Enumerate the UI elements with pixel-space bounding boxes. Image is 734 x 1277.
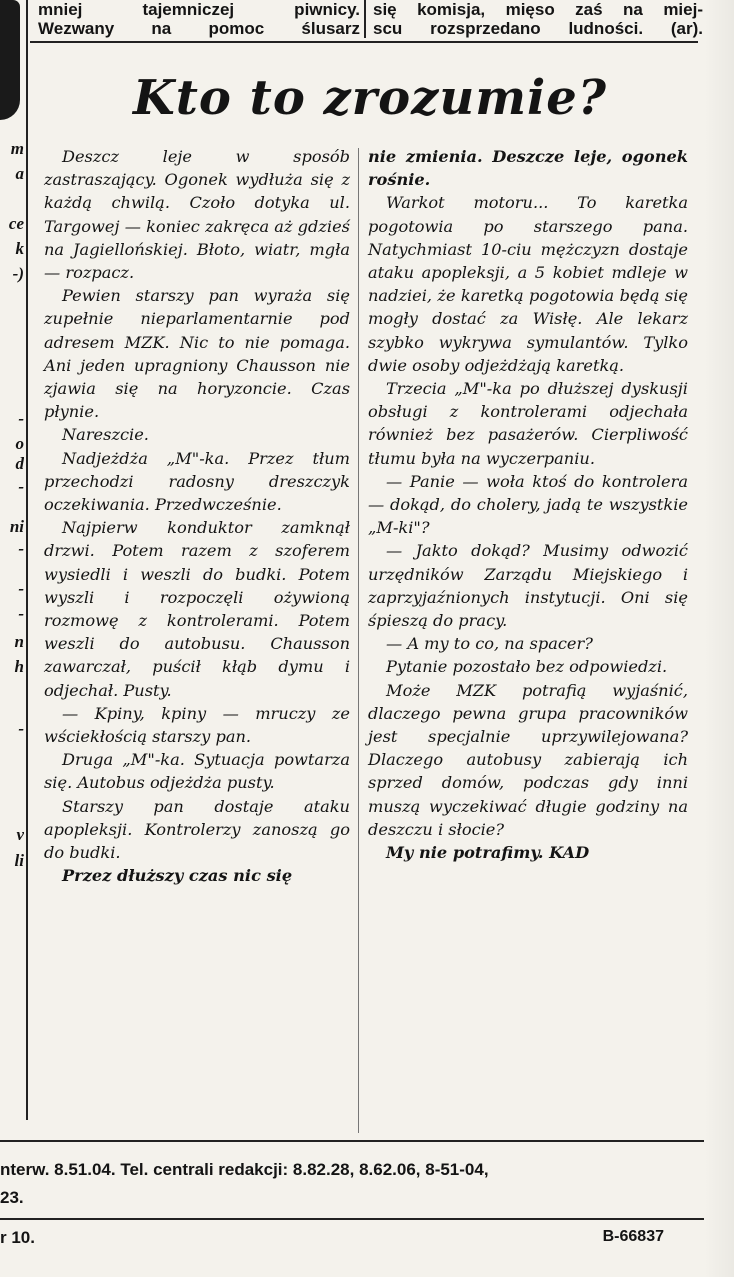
article-paragraph: nie zmienia. Deszcze leje, ogonek rośnie. [368,147,688,190]
continuation-left [38,0,360,38]
column-rule-middle [358,148,359,1133]
continuation-right-line: scu rozsprzedano ludności. (ar). [373,19,703,38]
adjacent-column-fragment: - [18,720,24,738]
adjacent-column-fragment: - [18,580,24,598]
article-paragraph: Może MZK potrafią wyjaśnić, dlaczego pewna grupa pracowników jest specjalnie uprzywilejowana? Dlaczego autobusy zabierają ich sprzed domów, podczas gdy inni muszą wyczekiwać długie godziny na deszczu i słocie? [368,680,688,839]
adjacent-column-fragment: v [16,826,24,844]
adjacent-column-fragment: h [14,658,24,676]
page-edge-shadow [704,0,734,1277]
article-title: Kto to zrozumie? [133,70,607,126]
article-paragraph: Warkot motoru... To karetka pogotowia po starszego pana. Natychmiast 10-ciu mężczyzn dostaje ataku apopleksji, a 5 kobiet mdleje w nadziei, że karetką pogotowia będą się mogły dostać za Wisłę. Ale lekarz szybko wykrywa symulantów. Tylko dwie osoby odjeżdżają karetką. [368,193,688,375]
footer-rule-2 [0,1218,704,1220]
article-paragraph: Przez dłuższy czas nic się [62,866,293,886]
continuation-right-line: się komisja, mięso zaś na miej- [373,0,703,19]
article-column-left [44,145,350,888]
footer-rule [0,1140,704,1142]
adjacent-column-fragment: ni [9,518,24,536]
adjacent-column-fragment: - [18,478,24,496]
adjacent-column-fragment: li [14,852,24,870]
footer-contact-line-2: 23. [0,1188,24,1207]
adjacent-column-fragment: - [18,410,24,428]
adjacent-column-fragment: a [15,165,24,183]
continuation-left-line: mniej tajemniczej piwnicy. [38,0,360,19]
article-paragraph: Najpierw konduktor zamknął drzwi. Potem razem z szoferem wysiedli i weszli do budki. Potem wyszli i rozpoczęli ożywioną rozmowę z kontrolerami. Potem weszli do autobusu. Chausson zawarczał, puścił kłąb dymu i odjechał. Pusty. [44,518,350,700]
article-paragraph: — Jakto dokąd? Musimy odwozić urzędników Zarządu Miejskiego i zaprzyjaźnionych instytucji. Oni się śpieszą do pracy. [368,541,688,631]
adjacent-column-fragment: n [14,633,24,651]
footer-page-number: r 10. [0,1228,35,1247]
article-column-right [368,145,688,864]
continuation-right [373,0,703,38]
article-paragraph: Nareszcie. [62,425,149,445]
adjacent-column-fragment: d [15,455,24,473]
horizontal-rule-top [30,41,698,43]
article-paragraph: — Panie — woła ktoś do kontrolera — dokąd, do cholery, jadą te wszystkie „M-ki"? [368,471,688,538]
adjacent-column-fragments [0,0,28,1277]
article-paragraph: Nadjeżdża „M"-ka. Przez tłum przechodzi radosny dreszczyk oczekiwania. Przedwcześnie. [44,448,350,515]
article-paragraph: Druga „M"-ka. Sytuacja powtarza się. Autobus odjeżdża pusty. [44,750,350,793]
adjacent-column-fragment: m [10,140,24,158]
article-paragraph: Deszcz leje w sposób zastraszający. Ogonek wydłuża się z każdą chwilą. Czoło dotyka ul. Targowej — koniec zakręca aż gdzieś na Jagiellońskiej. Błoto, wiatr, mgła — rozpacz. [44,147,350,283]
footer-print-code: B-66837 [602,1228,664,1245]
adjacent-column-fragment: -) [12,265,24,283]
article-paragraph: My nie potrafimy. KAD [386,843,590,863]
continuation-left-line: Wezwany na pomoc ślusarz [38,19,360,38]
article-paragraph: Trzecia „M"-ka po dłuższej dyskusji obsługi z kontrolerami odjechała również bez pasażerów. Cierpliwość tłumu była na wyczerpaniu. [368,379,688,468]
article-paragraph: — A my to co, na spacer? [386,634,593,654]
article-paragraph: Pewien starszy pan wyraża się zupełnie nieparlamentarnie pod adresem MZK. Nic to nie pomaga. Ani jeden upragniony Chausson nie zjawia się na horyzoncie. Czas płynie. [44,286,350,422]
article-paragraph: Starszy pan dostaje ataku apopleksji. Kontrolerzy zanoszą go do budki. [44,796,350,863]
adjacent-column-fragment: - [18,540,24,558]
adjacent-column-fragment: k [15,240,24,258]
ink-blot [0,0,20,120]
column-rule-left [26,0,28,1120]
adjacent-column-fragment: o [15,435,24,453]
adjacent-column-fragment: ce [8,215,24,233]
article-paragraph: Pytanie pozostało bez odpowiedzi. [386,657,668,677]
article-paragraph: — Kpiny, kpiny — mruczy ze wściekłością starszy pan. [44,703,350,747]
adjacent-column-fragment: - [18,605,24,623]
previous-article-continuation [30,0,703,40]
footer-contact-line: nterw. 8.51.04. Tel. centrali redakcji: 8.82.28, 8.62.06, 8-51-04, [0,1160,489,1179]
column-rule-top [364,0,366,38]
